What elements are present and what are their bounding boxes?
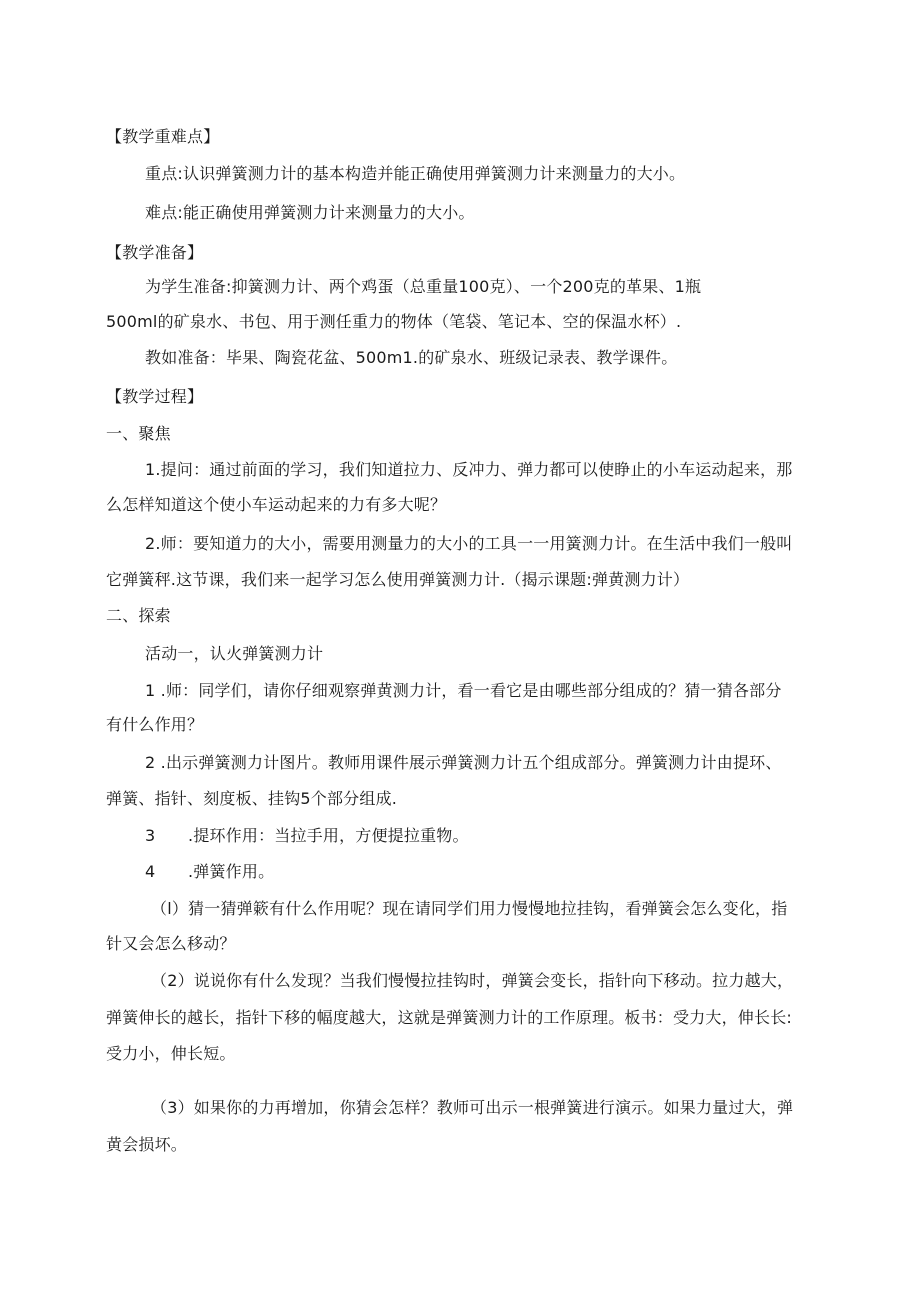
part1-title: 一、聚焦 bbox=[106, 424, 171, 443]
sub-question-2-line-2: 弹簧伸长的越长，指针下移的幅度越大，这就是弹簧测力计的工作原理。板书：受力大，伸长长: bbox=[106, 1008, 792, 1027]
step-3-number: 3 bbox=[145, 826, 156, 845]
key-points-heading: 【教学重难点】 bbox=[106, 127, 220, 146]
process-heading: 【教学过程】 bbox=[106, 387, 204, 406]
part2-title: 二、探索 bbox=[106, 606, 171, 625]
activity-1-title: 活动一，认火弹簧测力计 bbox=[145, 644, 324, 663]
step-1-line-1: 1 .师：同学们，请你仔细观察弹黄测力计，看一看它是由哪些部分组成的？猜一猜各部分 bbox=[145, 681, 782, 700]
focus-paragraph: 重点:认识弹簧测力计的基本构造并能正确使用弹簧测力计来测量力的大小。 bbox=[145, 164, 686, 183]
question-2-line-1: 2.师：要知道力的大小，需要用测量力的大小的工具一一用簧测力计。在生活中我们一般叫 bbox=[145, 534, 793, 553]
step-4-number: 4 bbox=[145, 862, 156, 881]
question-2-line-2: 它弹簧秤.这节课，我们来一起学习怎么使用弹簧测力计.（揭示课题:弹黄测力计） bbox=[106, 570, 690, 589]
teacher-preparation: 教如准备：毕果、陶瓷花盆、500m1.的矿泉水、班级记录表、教学课件。 bbox=[145, 348, 678, 367]
sub-question-1-line-1: （l）猜一猜弹簌有什么作用呢？现在请同学们用力慢慢地拉挂钩，看弹簧会怎么变化，指 bbox=[151, 899, 788, 918]
question-1-line-2: 么怎样知道这个使小车运动起来的力有多大呢？ bbox=[106, 495, 447, 514]
sub-question-3-line-1: （3）如果你的力再增加，你猜会怎样？教师可出示一根弹簧进行演示。如果力量过大，弹 bbox=[151, 1098, 794, 1117]
sub-question-2-line-1: （2）说说你有什么发现？当我们慢慢拉挂钩时，弹簧会变长，指针向下移动。拉力越大， bbox=[151, 971, 794, 990]
sub-question-2-line-3: 受力小，伸长短。 bbox=[106, 1044, 236, 1063]
step-1-line-2: 有什么作用？ bbox=[106, 715, 204, 734]
step-2-line-2: 弹簧、指针、刻度板、挂钩5个部分组成. bbox=[106, 789, 398, 808]
question-1-line-1: 1.提问：通过前面的学习，我们知道拉力、反冲力、弹力都可以使睁止的小车运动起来，那 bbox=[145, 460, 793, 479]
student-preparation-line-1: 为学生准备:抑簧测力计、两个鸡蛋（总重量100克）、一个200克的革果、1瓶 bbox=[145, 277, 702, 296]
step-2-line-1: 2 .出示弹簧测力计图片。教师用课件展示弹簧测力计五个组成部分。弹簧测力计由提环、 bbox=[145, 753, 782, 772]
sub-question-1-line-2: 针又会怎么移动？ bbox=[106, 934, 236, 953]
student-preparation-line-2: 500ml的矿泉水、书包、用于测任重力的物体（笔袋、笔记本、空的保温水杯）. bbox=[106, 312, 682, 331]
difficulty-paragraph: 难点:能正确使用弹簧测力计来测量力的大小。 bbox=[145, 203, 475, 222]
sub-question-3-line-2: 黄会损坏。 bbox=[106, 1135, 188, 1154]
step-4-text: .弹簧作用。 bbox=[188, 862, 275, 881]
step-3-text: .提环作用：当拉手用，方便提拉重物。 bbox=[188, 826, 469, 845]
preparation-heading: 【教学准备】 bbox=[106, 243, 204, 262]
